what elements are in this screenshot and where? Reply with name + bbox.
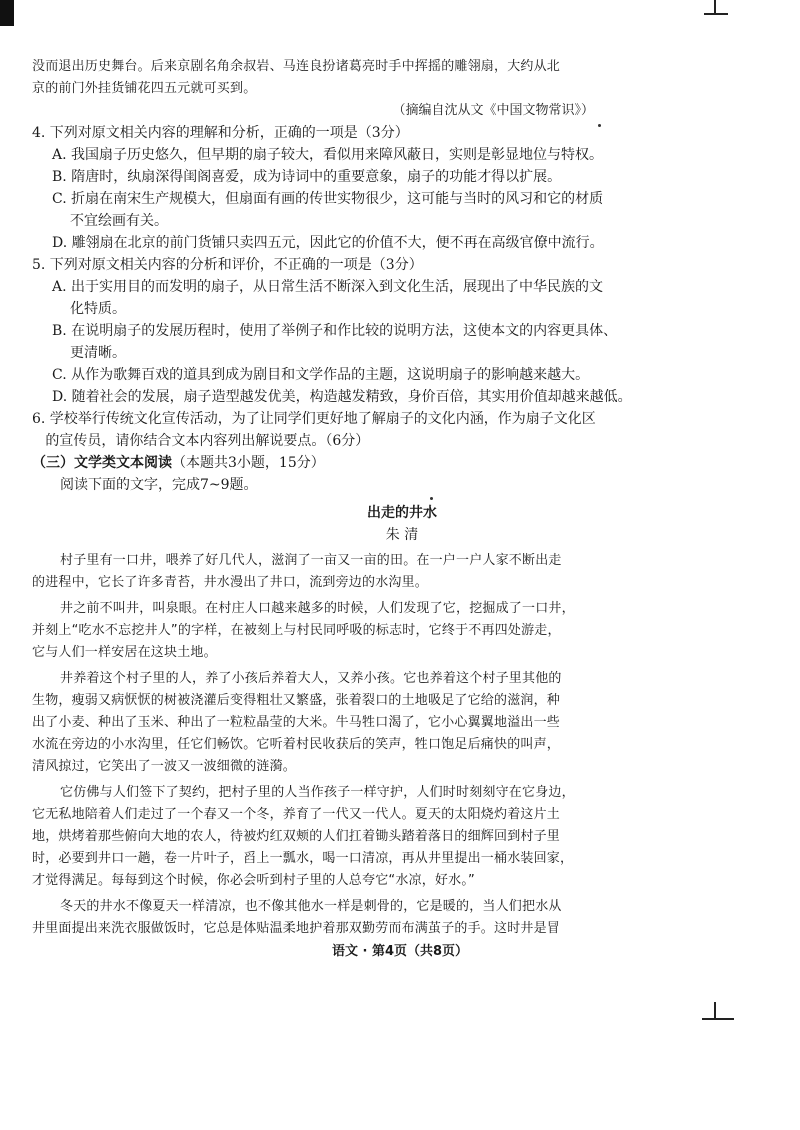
section-3-header	[32, 452, 772, 496]
story-paragraph	[32, 550, 772, 594]
option-d: D. 雕翎扇在北京的前门货铺只卖四五元，因此它的价值不大，便不再在高级官僚中流行。	[52, 235, 604, 251]
question-5	[32, 254, 772, 408]
story-line: 地，烘烤着那些俯向大地的农人，待被灼红双颊的人们扛着锄头踏着落日的细辉回到村子里	[32, 829, 561, 844]
story-line: 井里面提出来洗衣服做饭时，它总是体贴温柔地护着那双勤劳而布满茧子的手。这时井是冒	[32, 921, 561, 936]
story-paragraph	[32, 668, 772, 778]
story-line: 时，必要到井口一趟，卷一片叶子，舀上一瓢水，喝一口清凉，再从井里提出一桶水装回家，	[32, 851, 574, 866]
exam-page	[32, 56, 772, 940]
crop-mark-top	[704, 0, 728, 18]
story-line: 它无私地陪着人们走过了一个春又一个冬，养育了一代又一代人。夏天的太阳烧灼着这片土	[32, 807, 561, 822]
question-4	[32, 122, 772, 254]
section-instruction: 阅读下面的文字，完成7~9题。	[60, 477, 258, 493]
story-author: 朱 清	[385, 527, 419, 543]
intro-passage-tail	[32, 56, 772, 100]
story-line: 生物，瘦弱又病恹恹的树被浇灌后变得粗壮又繁盛，张着裂口的土地吸足了它给的滋润，种	[32, 693, 561, 708]
story-line: 才觉得满足。每每到这个时候，你必会听到村子里的人总夸它“水凉，好水。”	[32, 873, 475, 888]
story-line: 出了小麦、种出了玉米、种出了一粒粒晶莹的大米。牛马牲口渴了，它小心翼翼地溢出一些	[32, 715, 561, 730]
option-a: A. 出于实用目的而发明的扇子，从日常生活不断深入到文化生活，展现出了中华民族的文	[52, 279, 604, 295]
story-line: 井之前不叫井，叫泉眼。在村庄人口越来越多的时候，人们发现了它，挖掘成了一口井，	[60, 601, 575, 616]
story-line: 井养着这个村子里的人，养了小孩后养着大人，又养小孩。它也养着这个村子里其他的	[60, 671, 562, 686]
section-title-text: （三）文学类文本阅读	[32, 455, 172, 471]
option-d: D. 随着社会的发展，扇子造型越发优美，构造越发精致，身价百倍，其实用价值却越来越低。	[52, 389, 632, 405]
story-line: 村子里有一口井，喂养了好几代人，滋润了一亩又一亩的田。在一户一户人家不断出走	[60, 553, 562, 568]
question-stem: 6. 学校举行传统文化宣传活动，为了让同学们更好地了解扇子的文化内涵，作为扇子文化区	[32, 411, 596, 427]
option-c: C. 从作为歌舞百戏的道具到成为剧目和文学作品的主题，这说明扇子的影响越来越大。	[52, 367, 590, 383]
scan-corner-mark	[0, 0, 14, 26]
story-line: 水流在旁边的小水沟里，任它们畅饮。它听着村民收获后的笑声，牲口饱足后痛快的叫声，	[32, 737, 561, 752]
option-a-continued: 化特质。	[70, 301, 126, 317]
question-6	[32, 408, 772, 452]
story-title: 出走的井水	[367, 505, 437, 521]
option-c-continued: 不宜绘画有关。	[70, 213, 168, 229]
story-line: 它与人们一样安居在这块土地。	[32, 645, 217, 660]
crop-mark-bottom	[702, 1002, 734, 1022]
section-title	[32, 452, 772, 474]
story-body	[32, 550, 772, 940]
page-footer: 语文 · 第4页（共8页）	[331, 944, 469, 959]
option-a: A. 我国扇子历史悠久，但早期的扇子较大，看似用来障风蔽日，实则是彰显地位与特权。	[52, 147, 604, 163]
intro-line: 没而退出历史舞台。后来京剧名角余叔岩、马连良扮诸葛亮时手中挥摇的雕翎扇，大约从北	[32, 59, 561, 74]
scan-speck	[430, 497, 433, 500]
story-paragraph	[32, 782, 772, 892]
story-line: 并刻上“吃水不忘挖井人”的字样，在被刻上与村民同呼吸的标志时，它终于不再四处游走，	[32, 623, 561, 638]
question-stem-continued: 的宣传员，请你结合文本内容列出解说要点。（6分）	[32, 433, 370, 449]
option-b-continued: 更清晰。	[70, 345, 126, 361]
question-stem: 5. 下列对原文相关内容的分析和评价，不正确的一项是（3分）	[32, 257, 423, 273]
story-line: 清风掠过，它笑出了一波又一波细微的涟漪。	[32, 759, 297, 774]
story-line: 的进程中，它长了许多青苔，井水漫出了井口，流到旁边的水沟里。	[32, 575, 429, 590]
intro-line: 京的前门外挂货铺花四五元就可买到。	[32, 81, 257, 96]
option-b: B. 在说明扇子的发展历程时，使用了举例子和作比较的说明方法，这使本文的内容更具体、	[52, 323, 618, 339]
section-note: （本题共3小题，15分）	[172, 455, 325, 471]
story-line: 冬天的井水不像夏天一样清凉，也不像其他水一样是刺骨的，它是暖的，当人们把水从	[60, 899, 562, 914]
story-paragraph	[32, 896, 772, 940]
story-line: 它仿佛与人们签下了契约，把村子里的人当作孩子一样守护，人们时时刻刻守在它身边，	[60, 785, 575, 800]
passage-source: （摘编自沈从文《中国文物常识》）	[392, 103, 594, 118]
scan-speck	[598, 124, 601, 127]
option-b: B. 隋唐时，纨扇深得闺阁喜爱，成为诗词中的重要意象，扇子的功能才得以扩展。	[52, 169, 562, 185]
question-stem: 4. 下列对原文相关内容的理解和分析，正确的一项是（3分）	[32, 125, 409, 141]
option-c: C. 折扇在南宋生产规模大，但扇面有画的传世实物很少，这可能与当时的风习和它的材质	[52, 191, 604, 207]
story-paragraph	[32, 598, 772, 664]
